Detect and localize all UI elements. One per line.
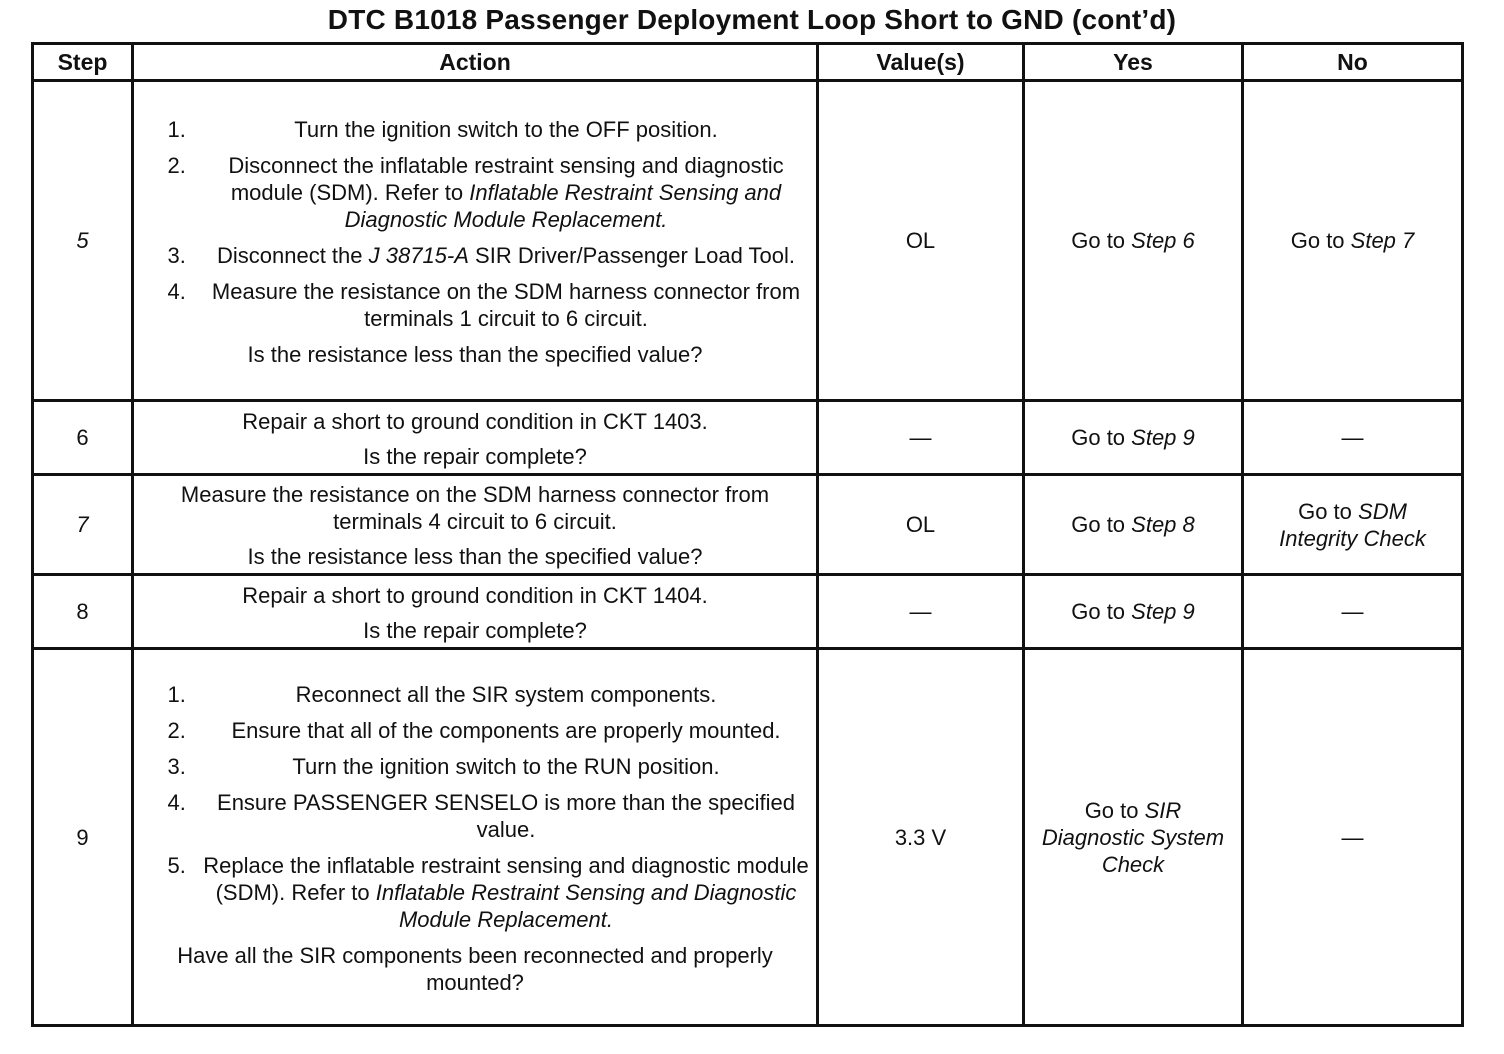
action-cell	[133, 475, 818, 575]
value-cell: OL	[818, 475, 1024, 575]
no-cell: Go to SDM Integrity Check	[1243, 475, 1463, 575]
header-values: Value(s)	[818, 44, 1024, 81]
action-question: Is the resistance less than the specified value?	[247, 341, 703, 367]
yes-cell: Go to Step 9	[1024, 575, 1243, 649]
check-reference: Integrity Check	[1279, 525, 1426, 551]
action-statement: Repair a short to ground condition in CKT 1404.	[242, 582, 708, 608]
action-step: 1. Turn the ignition switch to the OFF position.	[192, 116, 816, 143]
check-reference: SDM	[1358, 498, 1407, 524]
action-step: 2. Ensure that all of the components are properly mounted.	[192, 717, 816, 744]
check-reference: Diagnostic System Check	[1041, 824, 1225, 877]
yes-cell: Go to SIR Diagnostic System Check	[1024, 649, 1243, 1026]
no-cell: Go to Step 7	[1243, 81, 1463, 401]
action-question: Is the repair complete?	[363, 443, 587, 469]
action-step: 4. Ensure PASSENGER SENSELO is more than the specified value.	[192, 789, 816, 843]
value-cell: —	[818, 575, 1024, 649]
header-no: No	[1243, 44, 1463, 81]
step-number: 6	[33, 401, 133, 475]
step-reference: Step 7	[1350, 228, 1415, 253]
action-cell	[133, 401, 818, 475]
table-row	[33, 81, 1463, 401]
value-cell: 3.3 V	[818, 649, 1024, 1026]
action-cell	[133, 81, 818, 401]
no-cell: —	[1243, 575, 1463, 649]
table-row	[33, 649, 1463, 1026]
action-question: Is the resistance less than the specified value?	[247, 544, 703, 569]
action-cell	[133, 649, 818, 1026]
header-action: Action	[133, 44, 818, 81]
manual-reference: Inflatable Restraint Sensing and Diagnostic Module Replacement.	[375, 879, 797, 932]
step-number: 8	[33, 575, 133, 649]
step-reference: Step 6	[1131, 228, 1195, 253]
action-statement: Repair a short to ground condition in CKT 1403.	[242, 408, 708, 434]
action-cell	[133, 575, 818, 649]
value-cell: OL	[818, 81, 1024, 401]
yes-cell: Go to Step 9	[1024, 401, 1243, 475]
value-cell: —	[818, 401, 1024, 475]
action-steps	[134, 681, 816, 933]
table-row	[33, 475, 1463, 575]
manual-reference: Inflatable Restraint Sensing and Diagnostic Module Replacement.	[344, 179, 782, 232]
action-step: 5. Replace the inflatable restraint sensing and diagnostic module (SDM). Refer to Inflatable Restraint Sensing and Diagnostic Module Replacement.	[192, 852, 816, 933]
step-reference: Step 9	[1131, 425, 1195, 450]
action-statement: Measure the resistance on the SDM harness connector from terminals 4 circuit to 6 circuit.	[180, 482, 770, 534]
action-question: Is the repair complete?	[363, 617, 587, 643]
header-yes: Yes	[1024, 44, 1243, 81]
action-steps	[134, 116, 816, 332]
step-number: 5	[33, 81, 133, 401]
action-step: 1. Reconnect all the SIR system components.	[192, 681, 816, 708]
step-reference: Step 9	[1131, 599, 1195, 624]
action-step: 3. Turn the ignition switch to the RUN position.	[192, 753, 816, 780]
diagnostic-table	[31, 42, 1464, 1027]
header-row	[33, 44, 1463, 81]
step-number: 9	[33, 649, 133, 1026]
action-question: Have all the SIR components been reconnected and properly mounted?	[177, 942, 773, 995]
step-number: 7	[33, 475, 133, 575]
tool-reference: J 38715-A	[368, 242, 469, 268]
page-title: DTC B1018 Passenger Deployment Loop Short to GND (cont’d)	[327, 4, 1177, 35]
yes-cell: Go to Step 8	[1024, 475, 1243, 575]
step-reference: Step 8	[1131, 512, 1195, 537]
no-cell: —	[1243, 401, 1463, 475]
header-step: Step	[33, 44, 133, 81]
table-row	[33, 401, 1463, 475]
table-row	[33, 575, 1463, 649]
action-step: 2. Disconnect the inflatable restraint sensing and diagnostic module (SDM). Refer to Inflatable Restraint Sensing and Diagnostic Module Replacement.	[192, 152, 816, 233]
check-reference: SIR	[1144, 797, 1182, 823]
action-step: 3. Disconnect the J 38715-A SIR Driver/Passenger Load Tool.	[192, 242, 816, 269]
yes-cell: Go to Step 6	[1024, 81, 1243, 401]
action-step: 4. Measure the resistance on the SDM harness connector from terminals 1 circuit to 6 circuit.	[192, 278, 816, 332]
no-cell: —	[1243, 649, 1463, 1026]
